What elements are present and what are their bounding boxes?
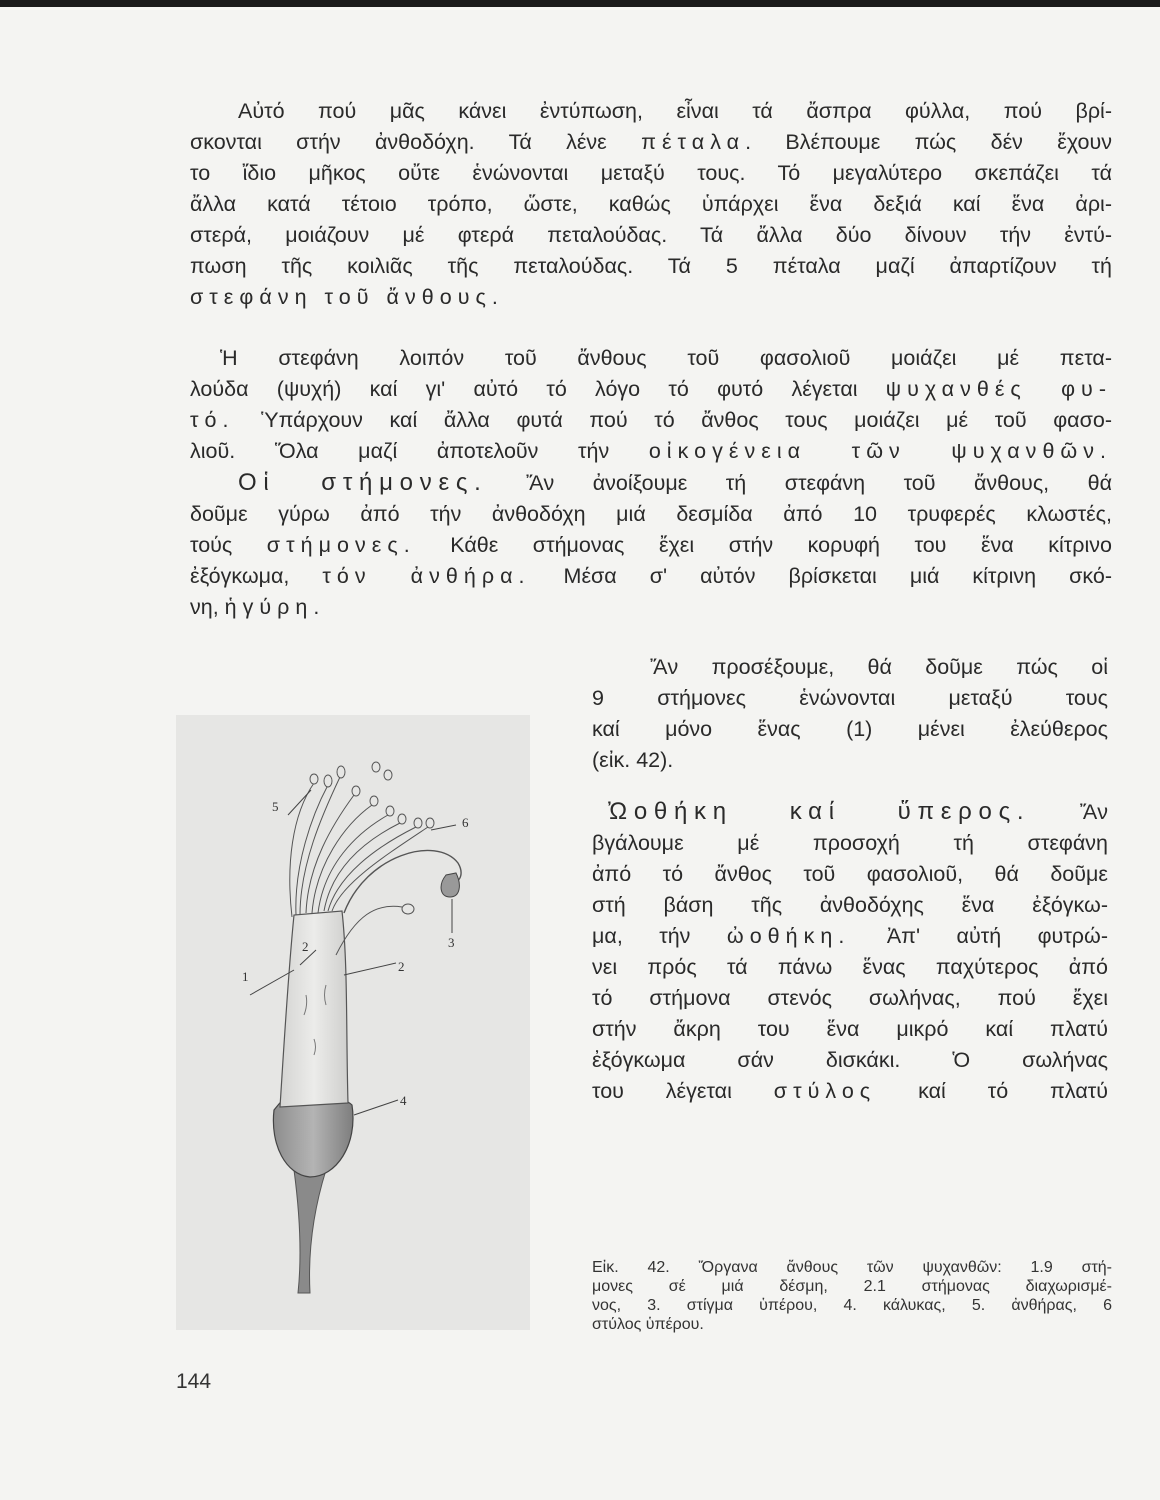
- label-5: 5: [272, 799, 279, 814]
- label-2b: 2: [398, 959, 405, 974]
- text-line: νει πρός τά πάνω ἕνας παχύτερος ἀπό: [592, 955, 1108, 979]
- paragraph-petals: [190, 96, 1112, 313]
- text-line: ἀπό τό ἄνθος τοῦ φασολιοῦ, θά δοῦμε: [592, 862, 1108, 886]
- leader-lines: [250, 790, 456, 1115]
- text-line: σκονται στήν ἀνθοδόχη. Τά λένε πέταλα. Βλέπουμε πώς δέν ἔχουν: [190, 130, 1113, 154]
- text-line: του λέγεται στύλος καί τό πλατύ: [592, 1079, 1108, 1103]
- staminal-tube-shape: [280, 911, 348, 1107]
- figure-caption: [592, 1258, 1112, 1334]
- term-stylos: στύλος: [773, 1079, 877, 1103]
- label-2a: 2: [302, 939, 309, 954]
- text-line: Αὐτό πού μᾶς κάνει ἐντύπωση, εἶναι τά ἄσπρα φύλλα, πού βρί-: [238, 99, 1112, 123]
- text-line: βγάλουμε μέ προσοχή τή στεφάνη: [592, 831, 1108, 855]
- paragraph-ovary-pistil: [592, 796, 1108, 1107]
- text-line: δοῦμε γύρω ἀπό τήν ἀνθοδόχη μιά δεσμίδα ἀπό 10 τρυφερές κλωστές,: [190, 502, 1112, 526]
- figure-flower-organs: [176, 715, 530, 1330]
- term-psychanthes-end: τό.: [190, 408, 235, 432]
- text-line: μα, τήν ὠοθήκη. Ἀπ' αὐτή φυτρώ-: [592, 924, 1108, 948]
- caption-line: στύλος ὑπέρου.: [592, 1316, 704, 1333]
- text-line: Ἄν προσέξουμε, θά δοῦμε πώς οἱ: [650, 655, 1108, 679]
- flower-organs-drawing: [176, 715, 530, 1330]
- paragraph-united-stamens: [592, 652, 1108, 776]
- page-number: 144: [176, 1370, 212, 1393]
- text-line: λιοῦ. Ὅλα μαζί ἀποτελοῦν τήν οἰκογένεια τῶν ψυχανθῶν.: [190, 439, 1112, 463]
- stigma-shape: [441, 873, 459, 897]
- text-line: ἐξόγκωμα σάν δισκάκι. Ὁ σωλήνας: [592, 1048, 1108, 1072]
- text-line: το ἴδιο μῆκος οὔτε ἑνώνονται μεταξύ τους. Τό μεγαλύτερο σκεπάζει τά: [190, 161, 1112, 185]
- paragraph-stamens: [190, 467, 1112, 623]
- free-stamen-anther: [402, 904, 414, 914]
- text-line: Ὠοθήκη καί ὕπερος. Ἄν: [608, 798, 1108, 825]
- term-stefani: στεφάνη τοῦ ἄνθους.: [190, 285, 504, 309]
- text-line: 9 στήμονες ἑνώνονται μεταξύ τους: [592, 686, 1108, 710]
- text-line: νη, ἡ γύρη.: [190, 595, 326, 619]
- term-othiki-heading: Ὠοθήκη καί ὕπερος.: [608, 798, 1031, 825]
- term-stimones-heading: Οἱ στήμονες.: [238, 469, 488, 496]
- calyx-shape: [273, 1096, 353, 1177]
- label-1: 1: [242, 969, 249, 984]
- stamen-filaments: [290, 777, 428, 917]
- free-stamen: [336, 906, 402, 955]
- term-psychanthes: ψυχανθές φυ-: [885, 377, 1112, 401]
- text-line: ἐξόγκωμα, τόν ἀνθήρα. Μέσα σ' αὐτόν βρίσκεται μιά κίτρινη σκό-: [190, 564, 1112, 588]
- text-line: τό. Ὑπάρχουν καί ἄλλα φυτά πού τό ἄνθος τους μοιάζει μέ τοῦ φασο-: [190, 408, 1112, 432]
- anthers: [310, 762, 434, 828]
- term-oothiki: ὠοθήκη.: [726, 924, 851, 948]
- text-line: [190, 282, 1112, 313]
- page-top-edge: [0, 0, 1160, 7]
- paragraph-corolla: [190, 343, 1112, 467]
- text-line: τούς στήμονες. Κάθε στήμονας ἔχει στήν κορυφή του ἕνα κίτρινο: [190, 533, 1112, 557]
- text-line: (εἰκ. 42).: [592, 748, 674, 772]
- text-line: ἄλλα κατά τέτοιο τρόπο, ὥστε, καθώς ὑπάρχει ἕνα δεξιά καί ἕνα ἀρι-: [190, 192, 1112, 216]
- text-line: στήν ἄκρη του ἕνα μικρό καί πλατύ: [592, 1017, 1108, 1041]
- caption-line: νος, 3. στίγμα ὑπέρου, 4. κάλυκας, 5. ἀνθήρας, 6: [592, 1297, 1112, 1314]
- term-stimones: στήμονες.: [266, 533, 416, 557]
- text-line: στή βάση τῆς ἀνθοδόχης ἕνα ἐξόγκω-: [592, 893, 1108, 917]
- caption-line: μονες σέ μιά δέσμη, 2.1 στήμονας διαχωρισμέ-: [592, 1278, 1112, 1295]
- text-line: Οἱ στήμονες. Ἄν ἀνοίξουμε τή στεφάνη τοῦ ἄνθους, θά: [238, 469, 1112, 496]
- text-line: Ἡ στεφάνη λοιπόν τοῦ ἄνθους τοῦ φασολιοῦ μοιάζει μέ πετα-: [220, 346, 1112, 370]
- text-line: καί μόνο ἕνας (1) μένει ἐλεύθερος: [592, 717, 1108, 741]
- term-family: οἰκογένεια τῶν ψυχανθῶν.: [648, 439, 1112, 463]
- label-3: 3: [448, 935, 455, 950]
- label-4: 4: [400, 1093, 407, 1108]
- term-anthira: τόν ἀνθήρα.: [322, 564, 531, 588]
- text-line: πωση τῆς κοιλιᾶς τῆς πεταλούδας. Τά 5 πέταλα μαζί ἀπαρτίζουν τή: [190, 254, 1112, 278]
- text-line: στερά, μοιάζουν μέ φτερά πεταλούδας. Τά ἄλλα δύο δίνουν τήν ἐντύ-: [190, 223, 1112, 247]
- caption-line: Εἰκ. 42. Ὄργανα ἄνθους τῶν ψυχανθῶν: 1.9 στή-: [592, 1259, 1112, 1276]
- term-gyri: γύρη.: [242, 595, 326, 619]
- term-petala: πέταλα: [641, 130, 746, 154]
- stalk-shape: [294, 1170, 326, 1293]
- text-line: λούδα (ψυχή) καί γι' αὐτό τό λόγο τό φυτό λέγεται ψυχανθές φυ-: [190, 377, 1112, 401]
- label-6: 6: [462, 815, 469, 830]
- text-line: τό στήμονα στενός σωλήνας, πού ἔχει: [592, 986, 1108, 1010]
